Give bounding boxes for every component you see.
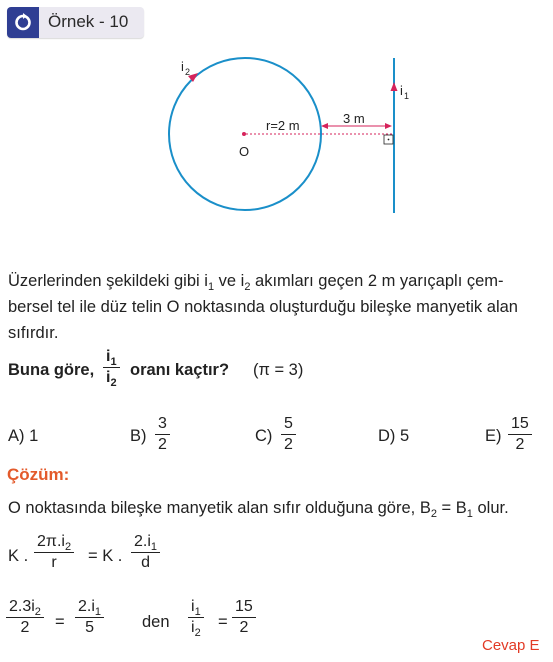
label-radius: r=2 m bbox=[266, 118, 300, 133]
prompt-fraction: $\frac{i_1}{i_2}$ bbox=[103, 348, 120, 387]
solution-line1: O noktasında bileşke manyetik alan sıfır olduğuna göre, $B_2 = B_1$ olur. bbox=[8, 499, 509, 520]
label-center: O bbox=[239, 144, 250, 159]
pi-note: (π = 3) bbox=[253, 361, 304, 379]
option-a: A) 1 bbox=[8, 427, 39, 445]
example-title: Örnek - 10 bbox=[48, 12, 129, 31]
label-i1-sub: 1 bbox=[404, 91, 410, 101]
eq2-equals-2: = bbox=[218, 613, 228, 631]
eq1-fraction-2: $\frac{2.i_1}{d}$ bbox=[131, 533, 160, 572]
eq1-fraction-1: $\frac{2\pi.i_2}{r}$ bbox=[34, 533, 74, 572]
eq2-fraction-1: $\frac{2.3i_2}{2}$ bbox=[6, 598, 44, 637]
option-e-label: E) bbox=[485, 427, 502, 445]
option-b-label: B) bbox=[130, 427, 147, 445]
eq1-equals: = K . bbox=[88, 547, 123, 565]
label-distance: 3 m bbox=[343, 111, 365, 126]
option-d: D) 5 bbox=[378, 427, 410, 445]
answer-label: Cevap E bbox=[482, 637, 540, 654]
eq2-den-word: den bbox=[142, 613, 170, 631]
distance-arrow-right-icon bbox=[385, 123, 392, 129]
label-i2-sub: 2 bbox=[185, 67, 191, 77]
eq2-fraction-3: $\frac{i_1}{i_2}$ bbox=[188, 598, 204, 637]
eq2-equals: = bbox=[55, 613, 65, 631]
center-point bbox=[242, 132, 246, 136]
label-i2: i bbox=[181, 59, 184, 74]
current-i1-arrow-icon bbox=[391, 82, 398, 91]
option-c-fraction: $\frac{5}{2}$ bbox=[281, 415, 296, 454]
option-c-label: C) bbox=[255, 427, 273, 445]
label-i1: i bbox=[400, 83, 403, 98]
eq1-k1: K . bbox=[8, 547, 29, 565]
distance-arrow-left-icon bbox=[321, 123, 328, 129]
option-b-fraction: $\frac{3}{2}$ bbox=[155, 415, 170, 454]
eq2-fraction-4: $\frac{15}{2}$ bbox=[232, 598, 256, 637]
prompt-start: Buna göre, bbox=[8, 361, 95, 379]
prompt-end: oranı kaçtır? bbox=[130, 361, 230, 379]
question-text: Üzerlerinden şekildeki gibi $i_1$ ve $i_2$ akımları geçen 2 m yarıçaplı çem- bersel tel ile düz telin O noktasında oluşturduğu bileşke manyetik alan sıfırdır. bbox=[8, 272, 518, 342]
option-e-fraction: $\frac{15}{2}$ bbox=[508, 415, 532, 454]
eq2-fraction-2: $\frac{2.i_1}{5}$ bbox=[75, 598, 104, 637]
solution-heading: Çözüm: bbox=[7, 465, 70, 484]
circuit-figure bbox=[0, 0, 553, 240]
